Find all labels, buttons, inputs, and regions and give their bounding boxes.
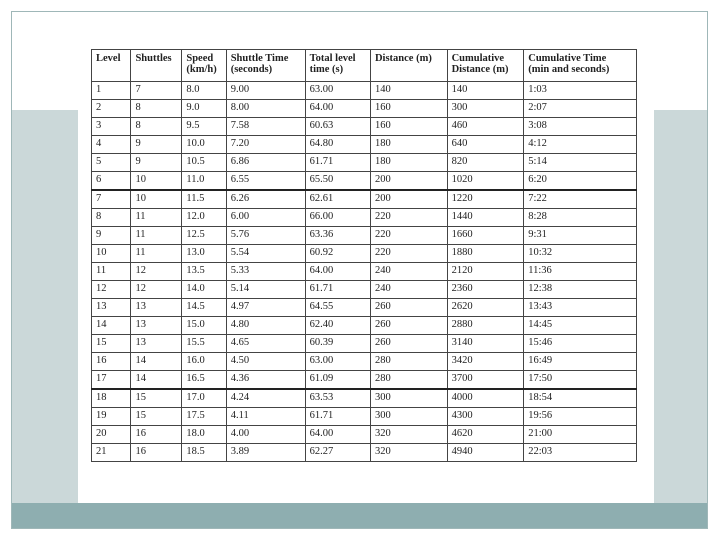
table-cell: 260	[370, 299, 447, 317]
table-cell: 7:22	[524, 190, 637, 209]
table-cell: 300	[370, 389, 447, 408]
table-cell: 8.00	[226, 100, 305, 118]
table-cell: 61.09	[305, 371, 370, 390]
table-cell: 10.5	[182, 154, 226, 172]
table-cell: 16:49	[524, 353, 637, 371]
table-cell: 320	[370, 444, 447, 462]
table-cell: 300	[370, 408, 447, 426]
table-cell: 9.5	[182, 118, 226, 136]
table-cell: 6.00	[226, 209, 305, 227]
table-cell: 4940	[447, 444, 524, 462]
table-cell: 820	[447, 154, 524, 172]
table-cell: 280	[370, 371, 447, 390]
table-cell: 160	[370, 118, 447, 136]
table-cell: 5.54	[226, 245, 305, 263]
table-row	[92, 281, 637, 299]
table-cell: 5.76	[226, 227, 305, 245]
table-cell: 60.39	[305, 335, 370, 353]
table-cell: 63.36	[305, 227, 370, 245]
table-row	[92, 335, 637, 353]
table-cell: 64.00	[305, 426, 370, 444]
table-cell: 13	[92, 299, 131, 317]
table-cell: 12.0	[182, 209, 226, 227]
table-cell: 12:38	[524, 281, 637, 299]
table-cell: 9	[131, 154, 182, 172]
table-row	[92, 136, 637, 154]
table-cell: 200	[370, 190, 447, 209]
table-cell: 16	[92, 353, 131, 371]
table-cell: 11	[131, 245, 182, 263]
table-cell: 6.26	[226, 190, 305, 209]
table-cell: 62.40	[305, 317, 370, 335]
table-cell: 260	[370, 335, 447, 353]
table-cell: 66.00	[305, 209, 370, 227]
table-row	[92, 371, 637, 390]
table-cell: 180	[370, 136, 447, 154]
table-cell: 62.27	[305, 444, 370, 462]
table-cell: 260	[370, 317, 447, 335]
table-cell: 2880	[447, 317, 524, 335]
table-cell: 2:07	[524, 100, 637, 118]
table-cell: 4.11	[226, 408, 305, 426]
table-cell: 13.5	[182, 263, 226, 281]
table-cell: 19	[92, 408, 131, 426]
table-cell: 64.55	[305, 299, 370, 317]
table-cell: 15	[92, 335, 131, 353]
table-cell: 140	[370, 82, 447, 100]
table-cell: 4.00	[226, 426, 305, 444]
table-cell: 10	[131, 172, 182, 191]
table-cell: 63.00	[305, 353, 370, 371]
table-cell: 16.5	[182, 371, 226, 390]
table-cell: 4:12	[524, 136, 637, 154]
table-cell: 13:43	[524, 299, 637, 317]
table-cell: 1	[92, 82, 131, 100]
table-cell: 15	[131, 408, 182, 426]
table-cell: 8:28	[524, 209, 637, 227]
table-cell: 4.80	[226, 317, 305, 335]
table-cell: 4	[92, 136, 131, 154]
table-cell: 18:54	[524, 389, 637, 408]
table-cell: 11	[131, 227, 182, 245]
table-cell: 4000	[447, 389, 524, 408]
header-distance: Distance (m)	[370, 50, 447, 82]
table-cell: 300	[447, 100, 524, 118]
table-cell: 16	[131, 426, 182, 444]
table-cell: 1660	[447, 227, 524, 245]
table-cell: 1880	[447, 245, 524, 263]
table-cell: 3.89	[226, 444, 305, 462]
table-cell: 17.5	[182, 408, 226, 426]
table-cell: 11	[131, 209, 182, 227]
table-cell: 9	[131, 136, 182, 154]
table-cell: 8.0	[182, 82, 226, 100]
table-cell: 7.20	[226, 136, 305, 154]
table-cell: 65.50	[305, 172, 370, 191]
table-cell: 14.0	[182, 281, 226, 299]
table-cell: 6.86	[226, 154, 305, 172]
table-cell: 220	[370, 227, 447, 245]
table-cell: 1220	[447, 190, 524, 209]
table-cell: 64.80	[305, 136, 370, 154]
table-row	[92, 209, 637, 227]
table-cell: 64.00	[305, 263, 370, 281]
table-cell: 240	[370, 281, 447, 299]
table-cell: 21:00	[524, 426, 637, 444]
table-cell: 22:03	[524, 444, 637, 462]
right-decorative-band	[654, 110, 707, 526]
table-cell: 18	[92, 389, 131, 408]
table-cell: 15	[131, 389, 182, 408]
table-cell: 5.14	[226, 281, 305, 299]
table-cell: 9.00	[226, 82, 305, 100]
table-cell: 160	[370, 100, 447, 118]
table-cell: 5	[92, 154, 131, 172]
table-cell: 3420	[447, 353, 524, 371]
table-cell: 61.71	[305, 281, 370, 299]
table-cell: 14.5	[182, 299, 226, 317]
table-cell: 18.5	[182, 444, 226, 462]
table-cell: 6.55	[226, 172, 305, 191]
table-cell: 61.71	[305, 154, 370, 172]
table-cell: 4.50	[226, 353, 305, 371]
table-cell: 3:08	[524, 118, 637, 136]
table-row	[92, 408, 637, 426]
table-cell: 15:46	[524, 335, 637, 353]
table-cell: 4300	[447, 408, 524, 426]
table-cell: 320	[370, 426, 447, 444]
table-cell: 19:56	[524, 408, 637, 426]
table-cell: 9	[92, 227, 131, 245]
beep-test-levels-table	[91, 49, 637, 462]
table-row	[92, 172, 637, 191]
table-cell: 60.63	[305, 118, 370, 136]
left-decorative-band	[12, 110, 78, 526]
table-cell: 10	[92, 245, 131, 263]
table-cell: 2360	[447, 281, 524, 299]
table-cell: 63.00	[305, 82, 370, 100]
table-row	[92, 426, 637, 444]
table-row	[92, 263, 637, 281]
table-cell: 8	[131, 118, 182, 136]
table-cell: 280	[370, 353, 447, 371]
table-cell: 16	[131, 444, 182, 462]
table-cell: 10	[131, 190, 182, 209]
bottom-decorative-bar	[12, 503, 707, 528]
table-cell: 14	[131, 371, 182, 390]
header-shuttles: Shuttles	[131, 50, 182, 82]
header-speed: Speed (km/h)	[182, 50, 226, 82]
table-cell: 3	[92, 118, 131, 136]
table-cell: 10.0	[182, 136, 226, 154]
table-cell: 17	[92, 371, 131, 390]
table-cell: 14	[131, 353, 182, 371]
table-cell: 6:20	[524, 172, 637, 191]
table-row	[92, 82, 637, 100]
table-cell: 200	[370, 172, 447, 191]
table-row	[92, 100, 637, 118]
table-cell: 60.92	[305, 245, 370, 263]
table-cell: 11.5	[182, 190, 226, 209]
table-cell: 20	[92, 426, 131, 444]
table-cell: 18.0	[182, 426, 226, 444]
table-row	[92, 118, 637, 136]
table-cell: 13	[131, 335, 182, 353]
table-cell: 4.36	[226, 371, 305, 390]
table-cell: 12	[92, 281, 131, 299]
table-row	[92, 245, 637, 263]
table-cell: 13	[131, 317, 182, 335]
table-cell: 4.65	[226, 335, 305, 353]
header-cumulative-time: Cumulative Time (min and seconds)	[524, 50, 637, 82]
table-cell: 15.5	[182, 335, 226, 353]
table-cell: 11	[92, 263, 131, 281]
table-cell: 220	[370, 245, 447, 263]
table-row	[92, 444, 637, 462]
table-cell: 640	[447, 136, 524, 154]
table-cell: 460	[447, 118, 524, 136]
table-cell: 63.53	[305, 389, 370, 408]
table-cell: 15.0	[182, 317, 226, 335]
table-row	[92, 299, 637, 317]
table-cell: 10:32	[524, 245, 637, 263]
table-cell: 220	[370, 209, 447, 227]
table-cell: 14	[92, 317, 131, 335]
table-cell: 14:45	[524, 317, 637, 335]
table-cell: 12.5	[182, 227, 226, 245]
table-cell: 4.24	[226, 389, 305, 408]
table-cell: 11.0	[182, 172, 226, 191]
table-cell: 62.61	[305, 190, 370, 209]
table-cell: 1:03	[524, 82, 637, 100]
table-cell: 21	[92, 444, 131, 462]
table-row	[92, 227, 637, 245]
table-cell: 2120	[447, 263, 524, 281]
header-shuttle-time: Shuttle Time (seconds)	[226, 50, 305, 82]
table-cell: 240	[370, 263, 447, 281]
table-cell: 9.0	[182, 100, 226, 118]
header-level: Level	[92, 50, 131, 82]
table-row	[92, 353, 637, 371]
table-cell: 6	[92, 172, 131, 191]
table-cell: 17:50	[524, 371, 637, 390]
table-cell: 2620	[447, 299, 524, 317]
table-cell: 4620	[447, 426, 524, 444]
table-cell: 5:14	[524, 154, 637, 172]
table-cell: 8	[131, 100, 182, 118]
table-row	[92, 190, 637, 209]
table-cell: 2	[92, 100, 131, 118]
table-cell: 3140	[447, 335, 524, 353]
table-cell: 11:36	[524, 263, 637, 281]
table-cell: 3700	[447, 371, 524, 390]
table-cell: 61.71	[305, 408, 370, 426]
table-cell: 1440	[447, 209, 524, 227]
table-cell: 13	[131, 299, 182, 317]
table-cell: 16.0	[182, 353, 226, 371]
table-cell: 4.97	[226, 299, 305, 317]
table-header-row	[92, 50, 637, 82]
table-cell: 64.00	[305, 100, 370, 118]
header-cumulative-distance: Cumulative Distance (m)	[447, 50, 524, 82]
table-cell: 17.0	[182, 389, 226, 408]
table-cell: 8	[92, 209, 131, 227]
table-row	[92, 317, 637, 335]
table-cell: 5.33	[226, 263, 305, 281]
table-cell: 7	[131, 82, 182, 100]
table-row	[92, 154, 637, 172]
table-cell: 7	[92, 190, 131, 209]
table-row	[92, 389, 637, 408]
table-cell: 1020	[447, 172, 524, 191]
table-cell: 12	[131, 281, 182, 299]
table-cell: 180	[370, 154, 447, 172]
table-cell: 13.0	[182, 245, 226, 263]
table-cell: 7.58	[226, 118, 305, 136]
table-cell: 12	[131, 263, 182, 281]
table-cell: 9:31	[524, 227, 637, 245]
header-total-level-time: Total level time (s)	[305, 50, 370, 82]
table-body	[92, 82, 637, 462]
table-cell: 140	[447, 82, 524, 100]
